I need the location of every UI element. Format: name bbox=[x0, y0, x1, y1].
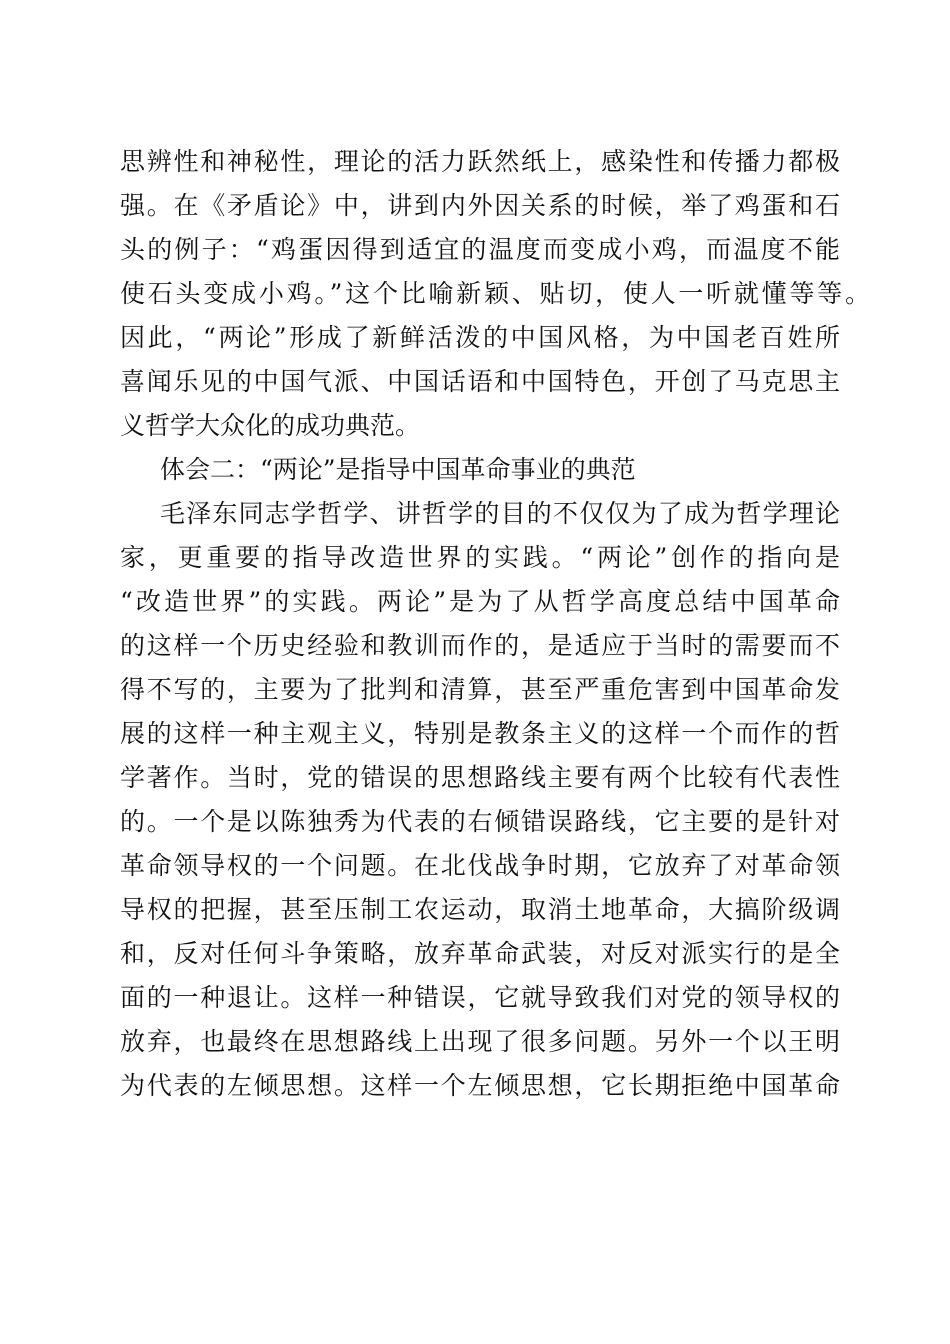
text-line: 的。一个是以陈独秀为代表的右倾错误路线，它主要的是针对 bbox=[120, 807, 840, 836]
text-line: 使石头变成小鸡。”这个比喻新颖、贴切，使人一听就懂等等。 bbox=[120, 279, 870, 308]
text-line: “改造世界”的实践。两论”是为了从哲学高度总结中国革命 bbox=[120, 587, 840, 616]
text-line: 因此，“两论”形成了新鲜活泼的中国风格，为中国老百姓所 bbox=[120, 323, 840, 352]
text-line: 展的这样一种主观主义，特别是教条主义的这样一个而作的哲 bbox=[120, 719, 840, 748]
section-heading: 体会二：“两论”是指导中国革命事业的典范 bbox=[160, 455, 636, 484]
text-line: 头的例子：“鸡蛋因得到适宜的温度而变成小鸡，而温度不能 bbox=[120, 235, 840, 264]
text-line: 义哲学大众化的成功典范。 bbox=[120, 411, 421, 440]
text-line: 家，更重要的指导改造世界的实践。“两论”创作的指向是 bbox=[120, 543, 840, 572]
text-line: 面的一种退让。这样一种错误，它就导致我们对党的领导权的 bbox=[120, 983, 840, 1012]
document-body bbox=[120, 140, 870, 1108]
text-line: 强。在《矛盾论》中，讲到内外因关系的时候，举了鸡蛋和石 bbox=[120, 191, 840, 220]
text-line: 学著作。当时，党的错误的思想路线主要有两个比较有代表性 bbox=[120, 763, 840, 792]
text-line: 得不写的，主要为了批判和清算，甚至严重危害到中国革命发 bbox=[120, 675, 840, 704]
text-line: 思辨性和神秘性，理论的活力跃然纸上，感染性和传播力都极 bbox=[120, 147, 840, 176]
text-line: 导权的把握，甚至压制工农运动，取消土地革命，大搞阶级调 bbox=[120, 895, 840, 924]
text-line: 和，反对任何斗争策略，放弃革命武装，对反对派实行的是全 bbox=[120, 939, 840, 968]
text-line: 的这样一个历史经验和教训而作的，是适应于当时的需要而不 bbox=[120, 631, 840, 660]
text-line: 放弃，也最终在思想路线上出现了很多问题。另外一个以王明 bbox=[120, 1027, 840, 1056]
text-line: 喜闻乐见的中国气派、中国话语和中国特色，开创了马克思主 bbox=[120, 367, 840, 396]
text-line: 革命领导权的一个问题。在北伐战争时期，它放弃了对革命领 bbox=[120, 851, 840, 880]
text-line: 毛泽东同志学哲学、讲哲学的目的不仅仅为了成为哲学理论 bbox=[160, 499, 840, 528]
text-line: 为代表的左倾思想。这样一个左倾思想，它长期拒绝中国革命 bbox=[120, 1071, 840, 1100]
